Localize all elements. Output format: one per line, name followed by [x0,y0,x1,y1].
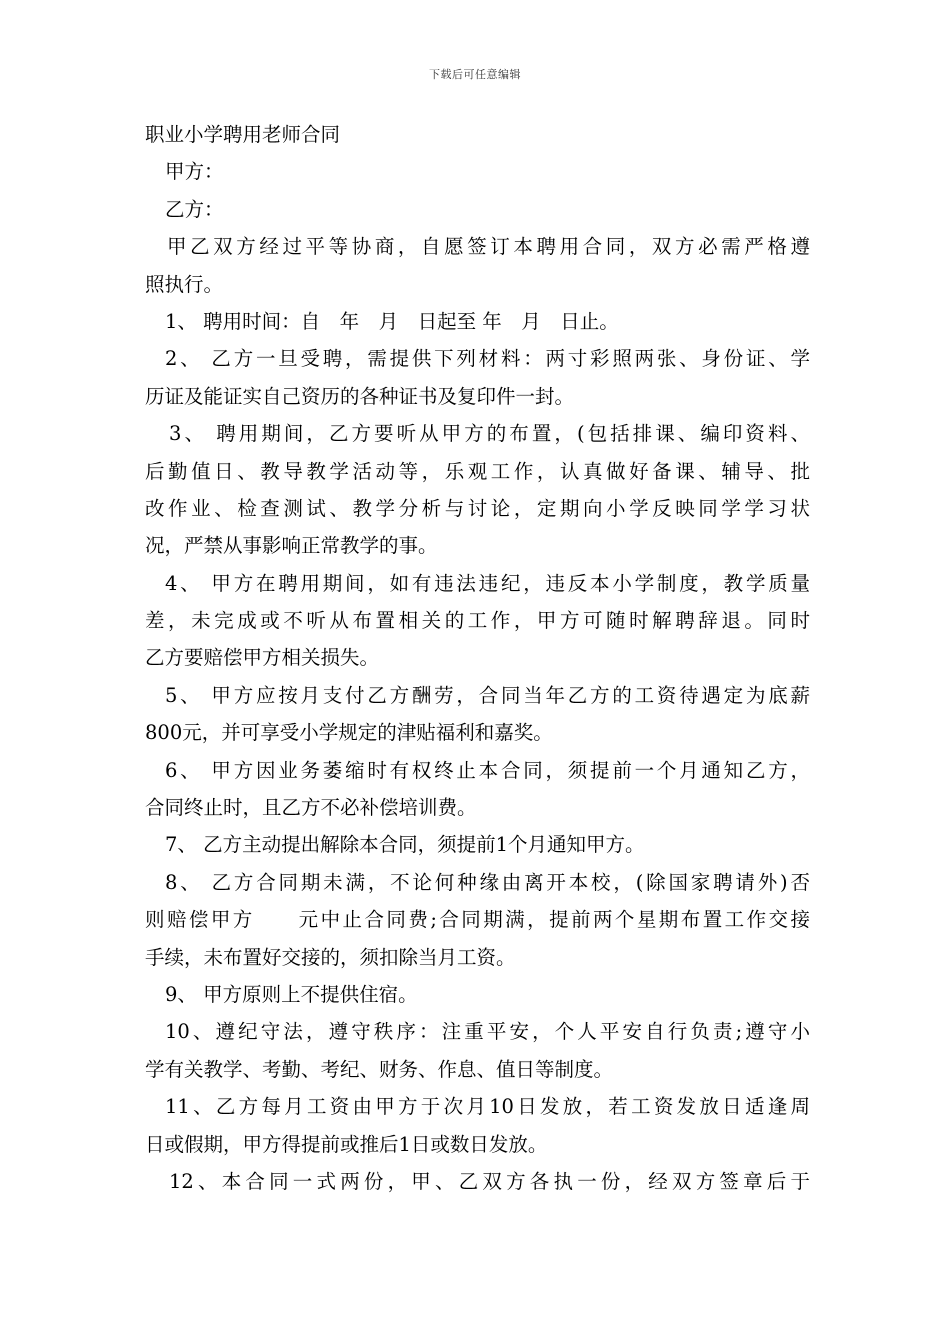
party-b-label: 乙方： [165,197,224,221]
paragraph-line: 历证及能证实自己资历的各种证书及复印件一封。 [145,384,575,408]
clause-8: 8、 乙方合同期未满，不论何种缘由离开本校，(除国家聘请外)否 [165,870,810,894]
paragraph-line: 800元，并可享受小学规定的津贴福利和嘉奖。 [145,721,553,745]
clause-10: 10、遵纪守法，遵守秩序：注重平安，个人平安自行负责;遵守小 [165,1020,810,1044]
paragraph-line: 日或假期，甲方得提前或推后1日或数日发放。 [145,1132,548,1156]
paragraph-line: 改作业、检查测试、教学分析与讨论，定期向小学反映同学学习状 [145,496,810,520]
paragraph-line: 况，严禁从事影响正常教学的事。 [145,534,438,558]
clause-7: 7、 乙方主动提出解除本合同，须提前1个月通知甲方。 [165,833,645,857]
clause-5: 5、 甲方应按月支付乙方酬劳，合同当年乙方的工资待遇定为底薪 [165,683,810,707]
paragraph-line: 照执行。 [145,272,224,296]
header-note: 下载后可任意编辑 [429,68,521,81]
paragraph-line: 乙方要赔偿甲方相关损失。 [145,646,380,670]
paragraph-line: 合同终止时，且乙方不必补偿培训费。 [145,796,477,820]
clause-1: 1、 聘用时间：自 年 月 日起至 年 月 日止。 [165,309,619,333]
clause-6: 6、 甲方因业务萎缩时有权终止本合同，须提前一个月通知乙方， [165,758,810,782]
paragraph-line: 差，未完成或不听从布置相关的工作，甲方可随时解聘辞退。同时 [145,609,810,633]
contract-body [145,116,810,1200]
clause-12: 12、本合同一式两份，甲、乙双方各执一份，经双方签章后于 [169,1169,810,1193]
paragraph-line: 甲乙双方经过平等协商，自愿签订本聘用合同，双方必需严格遵 [167,235,810,259]
clause-3: 3、 聘用期间，乙方要听从甲方的布置，(包括排课、编印资料、 [169,422,810,446]
document-title: 职业小学聘用老师合同 [145,123,341,146]
clause-11: 11、乙方每月工资由甲方于次月10日发放，若工资发放日适逢周 [165,1095,810,1119]
clause-4: 4、 甲方在聘用期间，如有违法违纪，违反本小学制度，教学质量 [165,571,810,595]
paragraph-line: 后勤值日、教导教学活动等，乐观工作，认真做好备课、辅导、批 [145,459,810,483]
party-a-label: 甲方： [165,160,224,184]
paragraph-line: 学有关教学、考勤、考纪、财务、作息、值日等制度。 [145,1057,614,1081]
clause-9: 9、 甲方原则上不提供住宿。 [165,982,418,1006]
paragraph-line: 则赔偿甲方 元中止合同费;合同期满，提前两个星期布置工作交接 [145,908,810,932]
clause-2: 2、 乙方一旦受聘，需提供下列材料：两寸彩照两张、身份证、学 [165,347,810,371]
paragraph-line: 手续，未布置好交接的，须扣除当月工资。 [145,945,516,969]
